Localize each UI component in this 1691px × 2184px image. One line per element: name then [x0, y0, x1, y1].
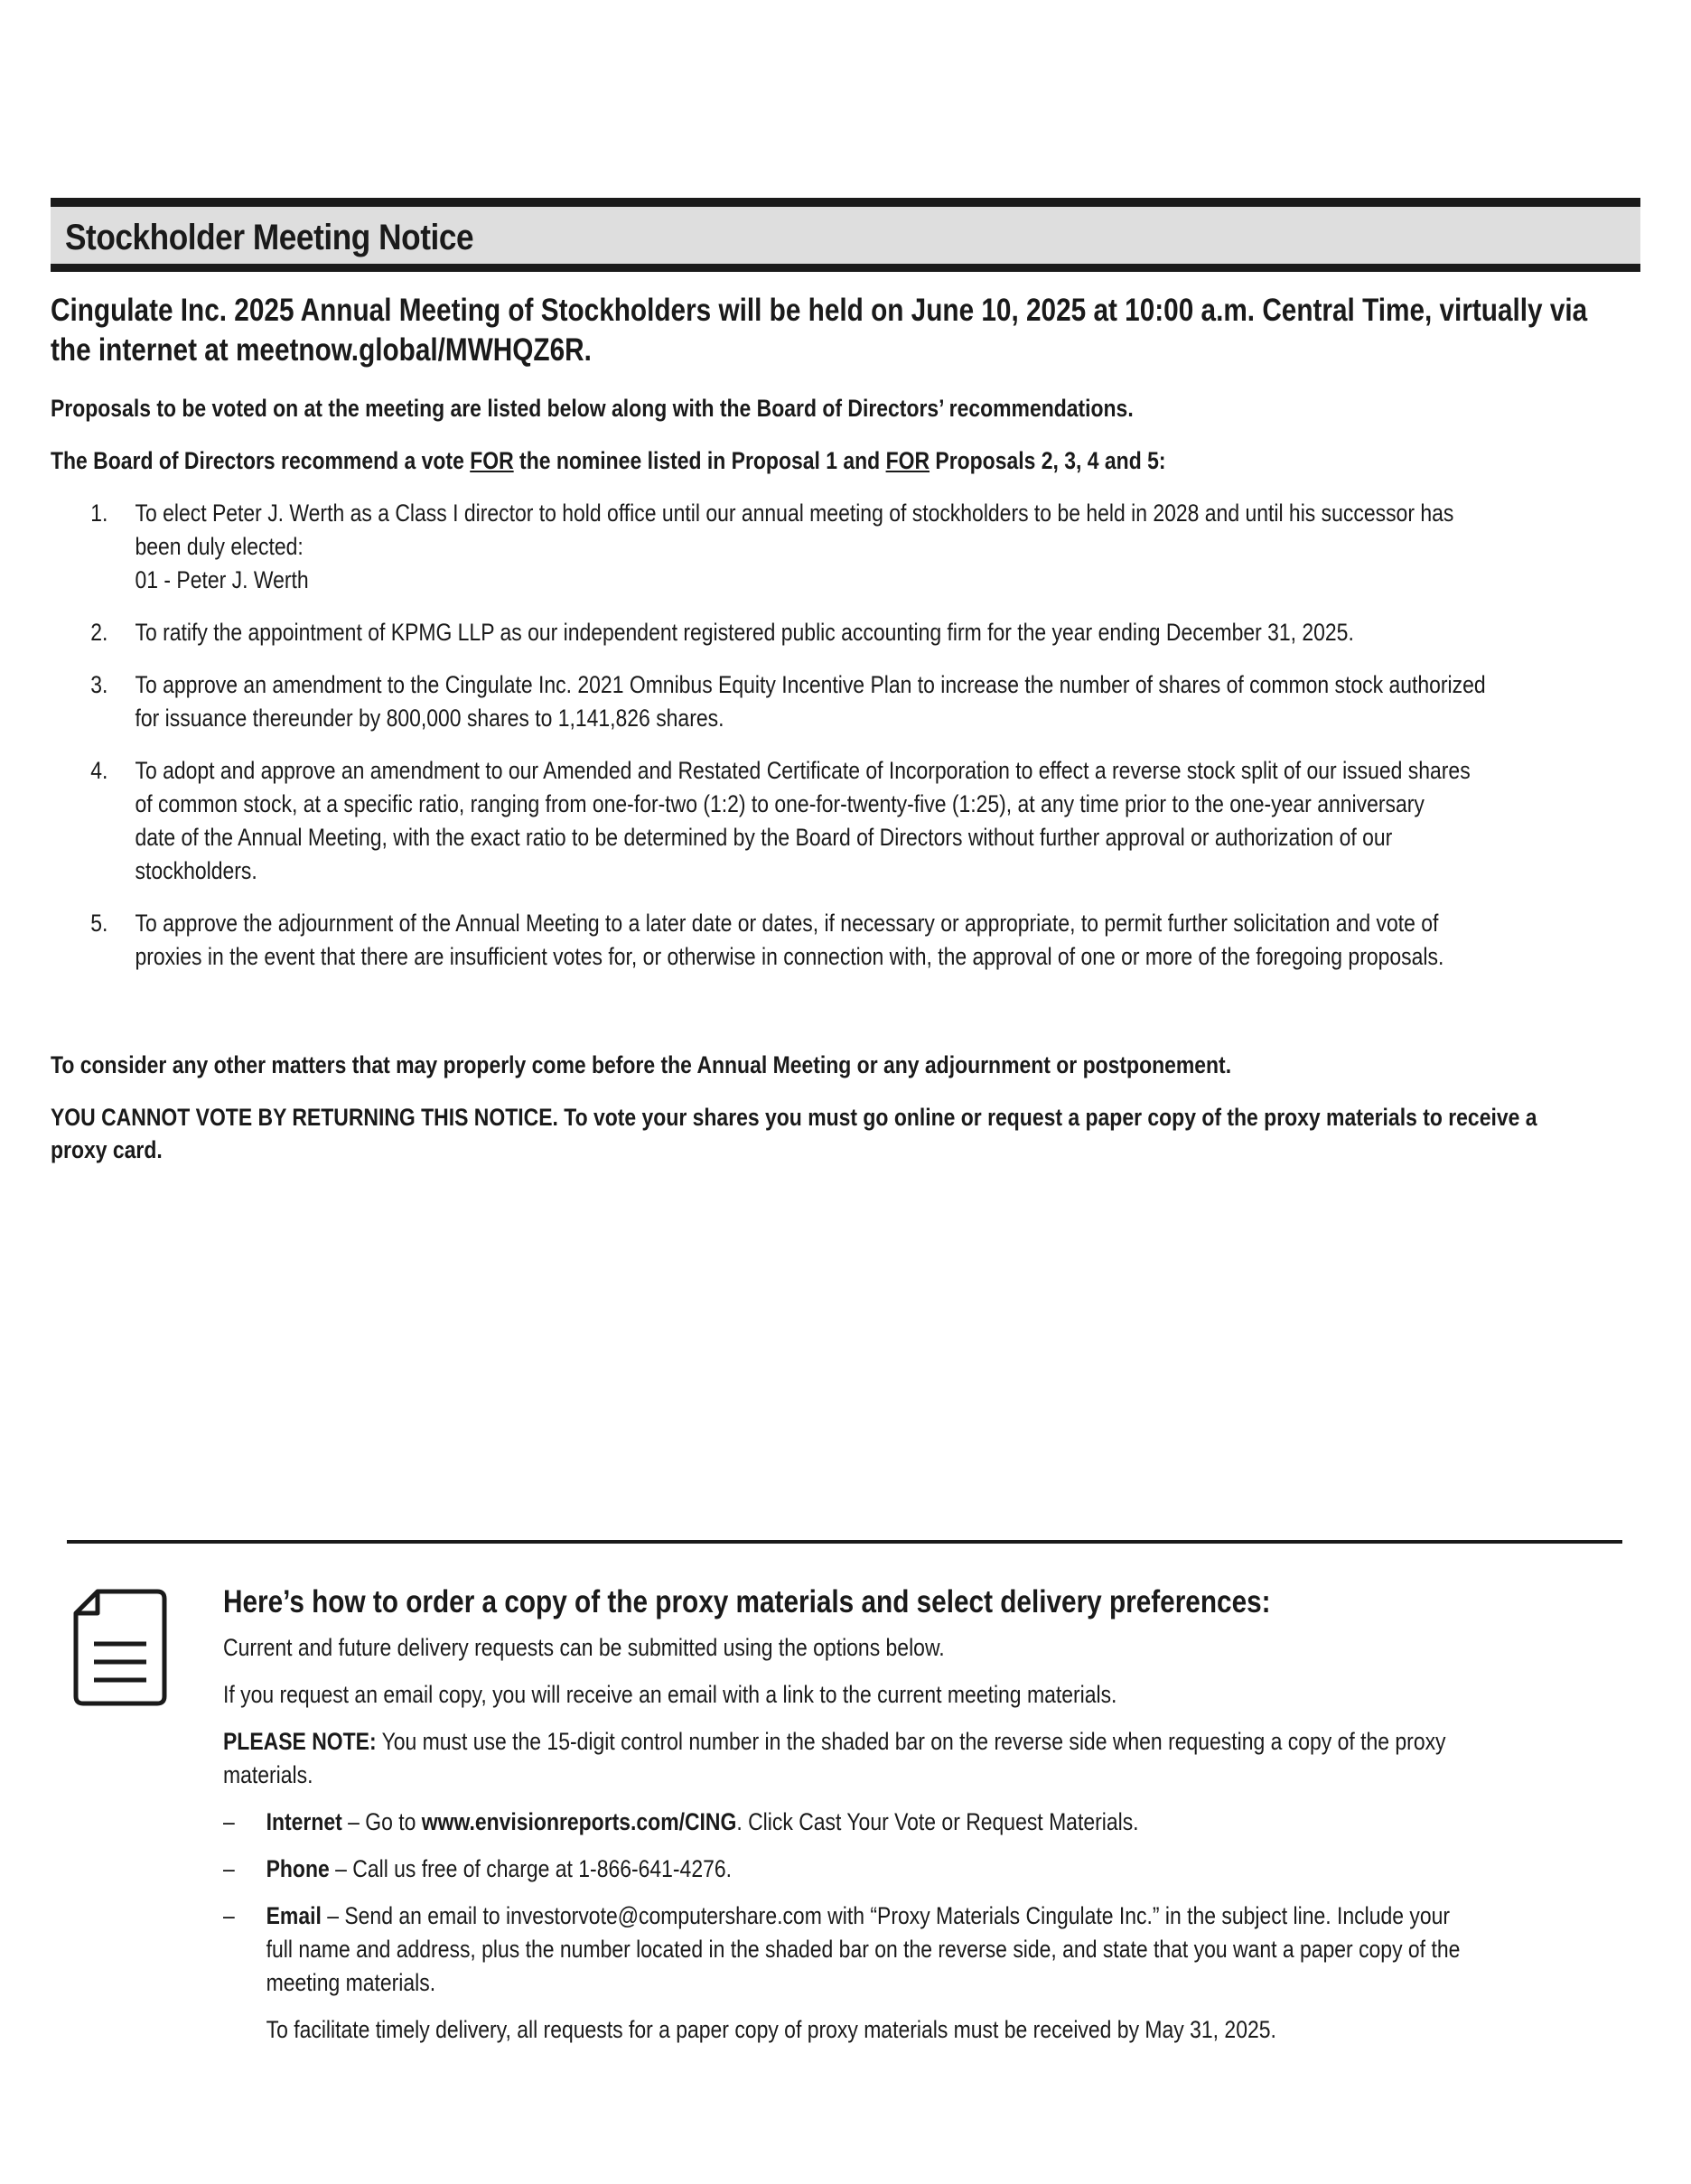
proposal-line: To approve the adjournment of the Annual Meeting to a later date or dates, if necessary or appropriate, to permit further solicitation and vote of: [135, 910, 1439, 937]
proposal-line: 01 - Peter J. Werth: [135, 566, 309, 593]
meeting-line-1: Cingulate Inc. 2025 Annual Meeting of Stockholders will be held on June 10, 2025 at 10:00 a.m. Central Time, virtually via: [51, 293, 1588, 328]
proposal-item: [51, 754, 1663, 888]
internet-text: – Go to: [341, 1808, 422, 1835]
document-icon: [72, 1588, 168, 1707]
proxy-materials-title: Here’s how to order a copy of the proxy materials and select delivery preferences:: [223, 1584, 1271, 1619]
header-bar: [51, 198, 1640, 272]
proposal-line: for issuance thereunder by 800,000 shares to 1,141,826 shares.: [135, 705, 724, 732]
proposal-number: 2.: [90, 619, 108, 646]
meeting-announcement: [51, 291, 1648, 370]
email-option: [223, 1899, 1651, 2000]
phone-label: Phone: [266, 1855, 330, 1882]
recommendation-for-2: FOR: [885, 447, 930, 474]
recommendation-for-1: FOR: [470, 447, 514, 474]
please-note-line-1: You must use the 15-digit control number in the shaded bar on the reverse side when requesting a copy of the proxy: [376, 1728, 1446, 1755]
proposal-line: stockholders.: [135, 857, 257, 884]
board-recommendation: [51, 444, 1166, 477]
email-copy-text: If you request an email copy, you will receive an email with a link to the current meeting materials.: [223, 1681, 1117, 1708]
proposal-number: 4.: [90, 757, 108, 784]
phone-option: [223, 1853, 1651, 1886]
recommendation-part-2: the nominee listed in Proposal 1 and: [513, 447, 886, 474]
please-note: [223, 1725, 1651, 1792]
recommendation-part-3: Proposals 2, 3, 4 and 5:: [930, 447, 1166, 474]
proposal-item: [51, 616, 1663, 649]
email-label: Email: [266, 1902, 322, 1929]
other-matters: To consider any other matters that may properly come before the Annual Meeting or any adjournment or postponement.: [51, 1051, 1232, 1078]
proposal-number: 1.: [90, 499, 108, 527]
proposal-number: 3.: [90, 671, 108, 698]
recommendation-part-1: The Board of Directors recommend a vote: [51, 447, 471, 474]
proposal-line: date of the Annual Meeting, with the exact ratio to be determined by the Board of Directors without further approval or authorization of our: [135, 824, 1393, 851]
proxy-materials-section: [223, 1582, 1651, 2060]
proposal-line: proxies in the event that there are insufficient votes for, or otherwise in connection with, the approval of one or more of the foregoing proposals.: [135, 943, 1444, 970]
proposal-line: been duly elected:: [135, 533, 304, 560]
proposal-line: To adopt and approve an amendment to our Amended and Restated Certificate of Incorporation to effect a reverse stock split of our issued shares: [135, 757, 1471, 784]
dash-bullet: –: [223, 1855, 235, 1882]
cannot-vote-line-2: proxy card.: [51, 1136, 163, 1163]
page-title: Stockholder Meeting Notice: [65, 218, 474, 257]
email-line-2: full name and address, plus the number located in the shaded bar on the reverse side, and state that you want a paper copy of the: [266, 1936, 1461, 1963]
proposal-item: [51, 907, 1663, 974]
please-note-label: PLEASE NOTE:: [223, 1728, 377, 1755]
meeting-line-2: the internet at meetnow.global/MWHQZ6R.: [51, 332, 592, 368]
dash-bullet: –: [223, 1808, 235, 1835]
section-divider: [67, 1540, 1622, 1544]
internet-label: Internet: [266, 1808, 342, 1835]
email-line-3: meeting materials.: [266, 1969, 436, 1996]
delivery-requests-text: Current and future delivery requests can be submitted using the options below.: [223, 1634, 945, 1661]
email-line-1: – Send an email to investorvote@computershare.com with “Proxy Materials Cingulate Inc.” in the subject line. Include your: [321, 1902, 1451, 1929]
please-note-line-2: materials.: [223, 1761, 313, 1788]
internet-instructions: . Click Cast Your Vote or Request Materials.: [736, 1808, 1139, 1835]
proposal-line: To approve an amendment to the Cingulate Inc. 2021 Omnibus Equity Incentive Plan to increase the number of shares of common stock authorized: [135, 671, 1486, 698]
proposals-intro: Proposals to be voted on at the meeting are listed below along with the Board of Directors’ recommendations.: [51, 395, 1134, 422]
envision-reports-link[interactable]: www.envisionreports.com/CING: [421, 1808, 737, 1835]
proposal-item: [51, 668, 1663, 735]
proposal-list: [51, 497, 1663, 993]
phone-text: – Call us free of charge at 1-866-641-4276.: [329, 1855, 732, 1882]
proposal-number: 5.: [90, 910, 108, 937]
deadline-note: To facilitate timely delivery, all requests for a paper copy of proxy materials must be received by May 31, 2025.: [266, 2016, 1276, 2043]
internet-option: [223, 1806, 1651, 1839]
proposal-line: To elect Peter J. Werth as a Class I director to hold office until our annual meeting of stockholders to be held in 2028 and until his successor has: [135, 499, 1454, 527]
cannot-vote-line-1: YOU CANNOT VOTE BY RETURNING THIS NOTICE. To vote your shares you must go online or request a paper copy of the proxy materials to receive a: [51, 1104, 1537, 1131]
cannot-vote-notice: [51, 1101, 1537, 1166]
proposal-item: [51, 497, 1663, 597]
proposal-line: of common stock, at a specific ratio, ranging from one-for-two (1:2) to one-for-twenty-five (1:25), at any time prior to the one-year anniversary: [135, 790, 1425, 817]
proposal-line: To ratify the appointment of KPMG LLP as our independent registered public accounting firm for the year ending December 31, 2025.: [135, 619, 1354, 646]
dash-bullet: –: [223, 1902, 235, 1929]
